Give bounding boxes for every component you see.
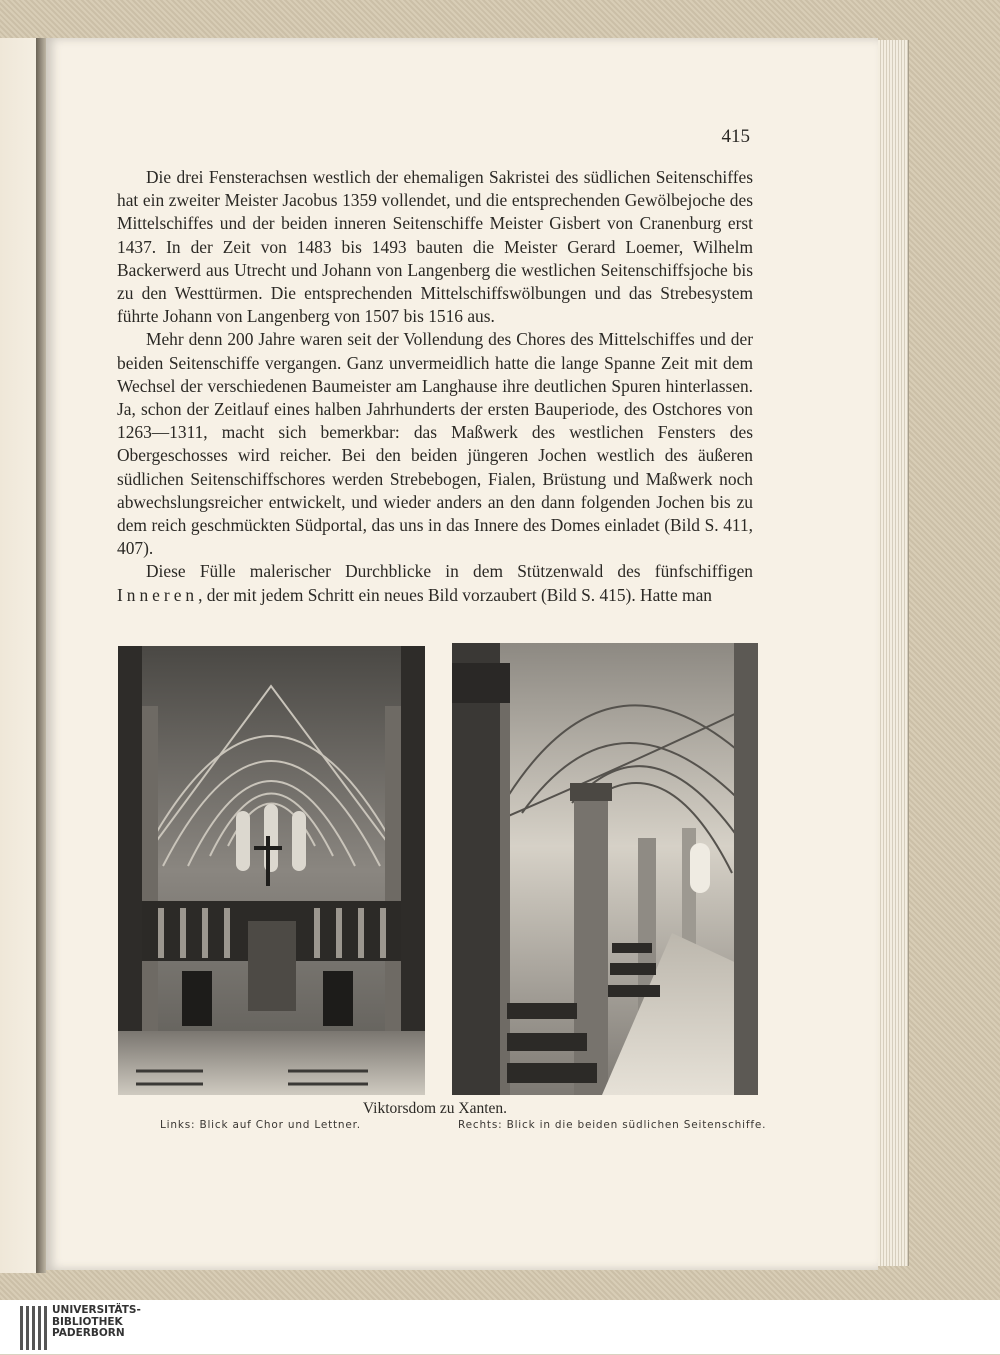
- paragraph-1: Die drei Fensterachsen westlich der ehemaligen Sakristei des südlichen Seitenschiffes hat ein zweiter Meister Jacobus 1359 vollendet, und die entsprechenden Gewölbejoche des Mittelschiffes und der beiden inneren Seitenschiffe Meister Gisbert von Cranenburg erst 1437. In der Zeit von 1483 bis 1493 bauten die Meister Gerard Loemer, Wilhelm Backerwerd aus Utrecht und Johann von Langenberg die westlichen Seitenschiffsjoche bis zu den Westtürmen. Die entsprechenden Mittelschiffswölbungen und das Strebesystem führte Johann von Langenberg von 1507 bis 1516 aus.: [117, 167, 753, 327]
- library-logo-text: [52, 1305, 141, 1340]
- page-number: 415: [721, 126, 750, 147]
- logo-line-1: UNIVERSITÄTS-: [52, 1304, 141, 1316]
- figure-caption: Viktorsdom zu Xanten.: [362, 1100, 508, 1117]
- caption-right-photo: Rechts: Blick in die beiden südlichen Seitenschiffe.: [458, 1119, 767, 1131]
- paragraph-3-end: , der mit jedem Schritt ein neues Bild vorzaubert (Bild S. 415). Hatte man: [198, 584, 712, 605]
- paragraph-3-start: Diese Fülle malerischer Durchblicke in dem Stützenwald des fünfschiffigen: [146, 561, 753, 582]
- paragraph-3-spaced-word: Inneren: [117, 584, 199, 605]
- paragraph-3: [117, 560, 753, 606]
- caption-left-photo: Links: Blick auf Chor und Lettner.: [160, 1119, 361, 1131]
- page-stack-edge: [878, 40, 909, 1266]
- logo-line-3: PADERBORN: [52, 1327, 125, 1339]
- footer-bar: [0, 1300, 1000, 1354]
- book-gutter: [36, 38, 46, 1273]
- body-text: [117, 166, 753, 607]
- paragraph-2: Mehr denn 200 Jahre waren seit der Vollendung des Chores des Mittelschiffes und der beiden Seitenschiffe vergangen. Ganz unvermeidlich hatte die lange Spanne Zeit mit dem Wechsel der verschiedenen Baumeister am Langhause ihre deutlichen Spuren hinterlassen. Ja, schon der Zeitlauf eines halben Jahrhunderts der ersten Bauperiode, des Ostchores von 1263—1311, macht sich bemerkbar: das Maßwerk des westlichen Fensters des Obergeschosses wird reicher. Bei den beiden jüngeren Jochen westlich des äußeren südlichen Seitenschiffschores werden Strebebogen, Fialen, Brüstung und Maßwerk noch abwechslungsreicher entwickelt, und wieder anders an den dann folgenden Jochen bis zu dem reich geschmückten Südportal, das uns in das Innere des Domes einladet (Bild S. 411, 407).: [117, 329, 753, 559]
- logo-line-2: BIBLIOTHEK: [52, 1315, 123, 1328]
- photo-south-aisles: [452, 643, 758, 1095]
- photo-choir-and-rood-screen: [118, 646, 425, 1095]
